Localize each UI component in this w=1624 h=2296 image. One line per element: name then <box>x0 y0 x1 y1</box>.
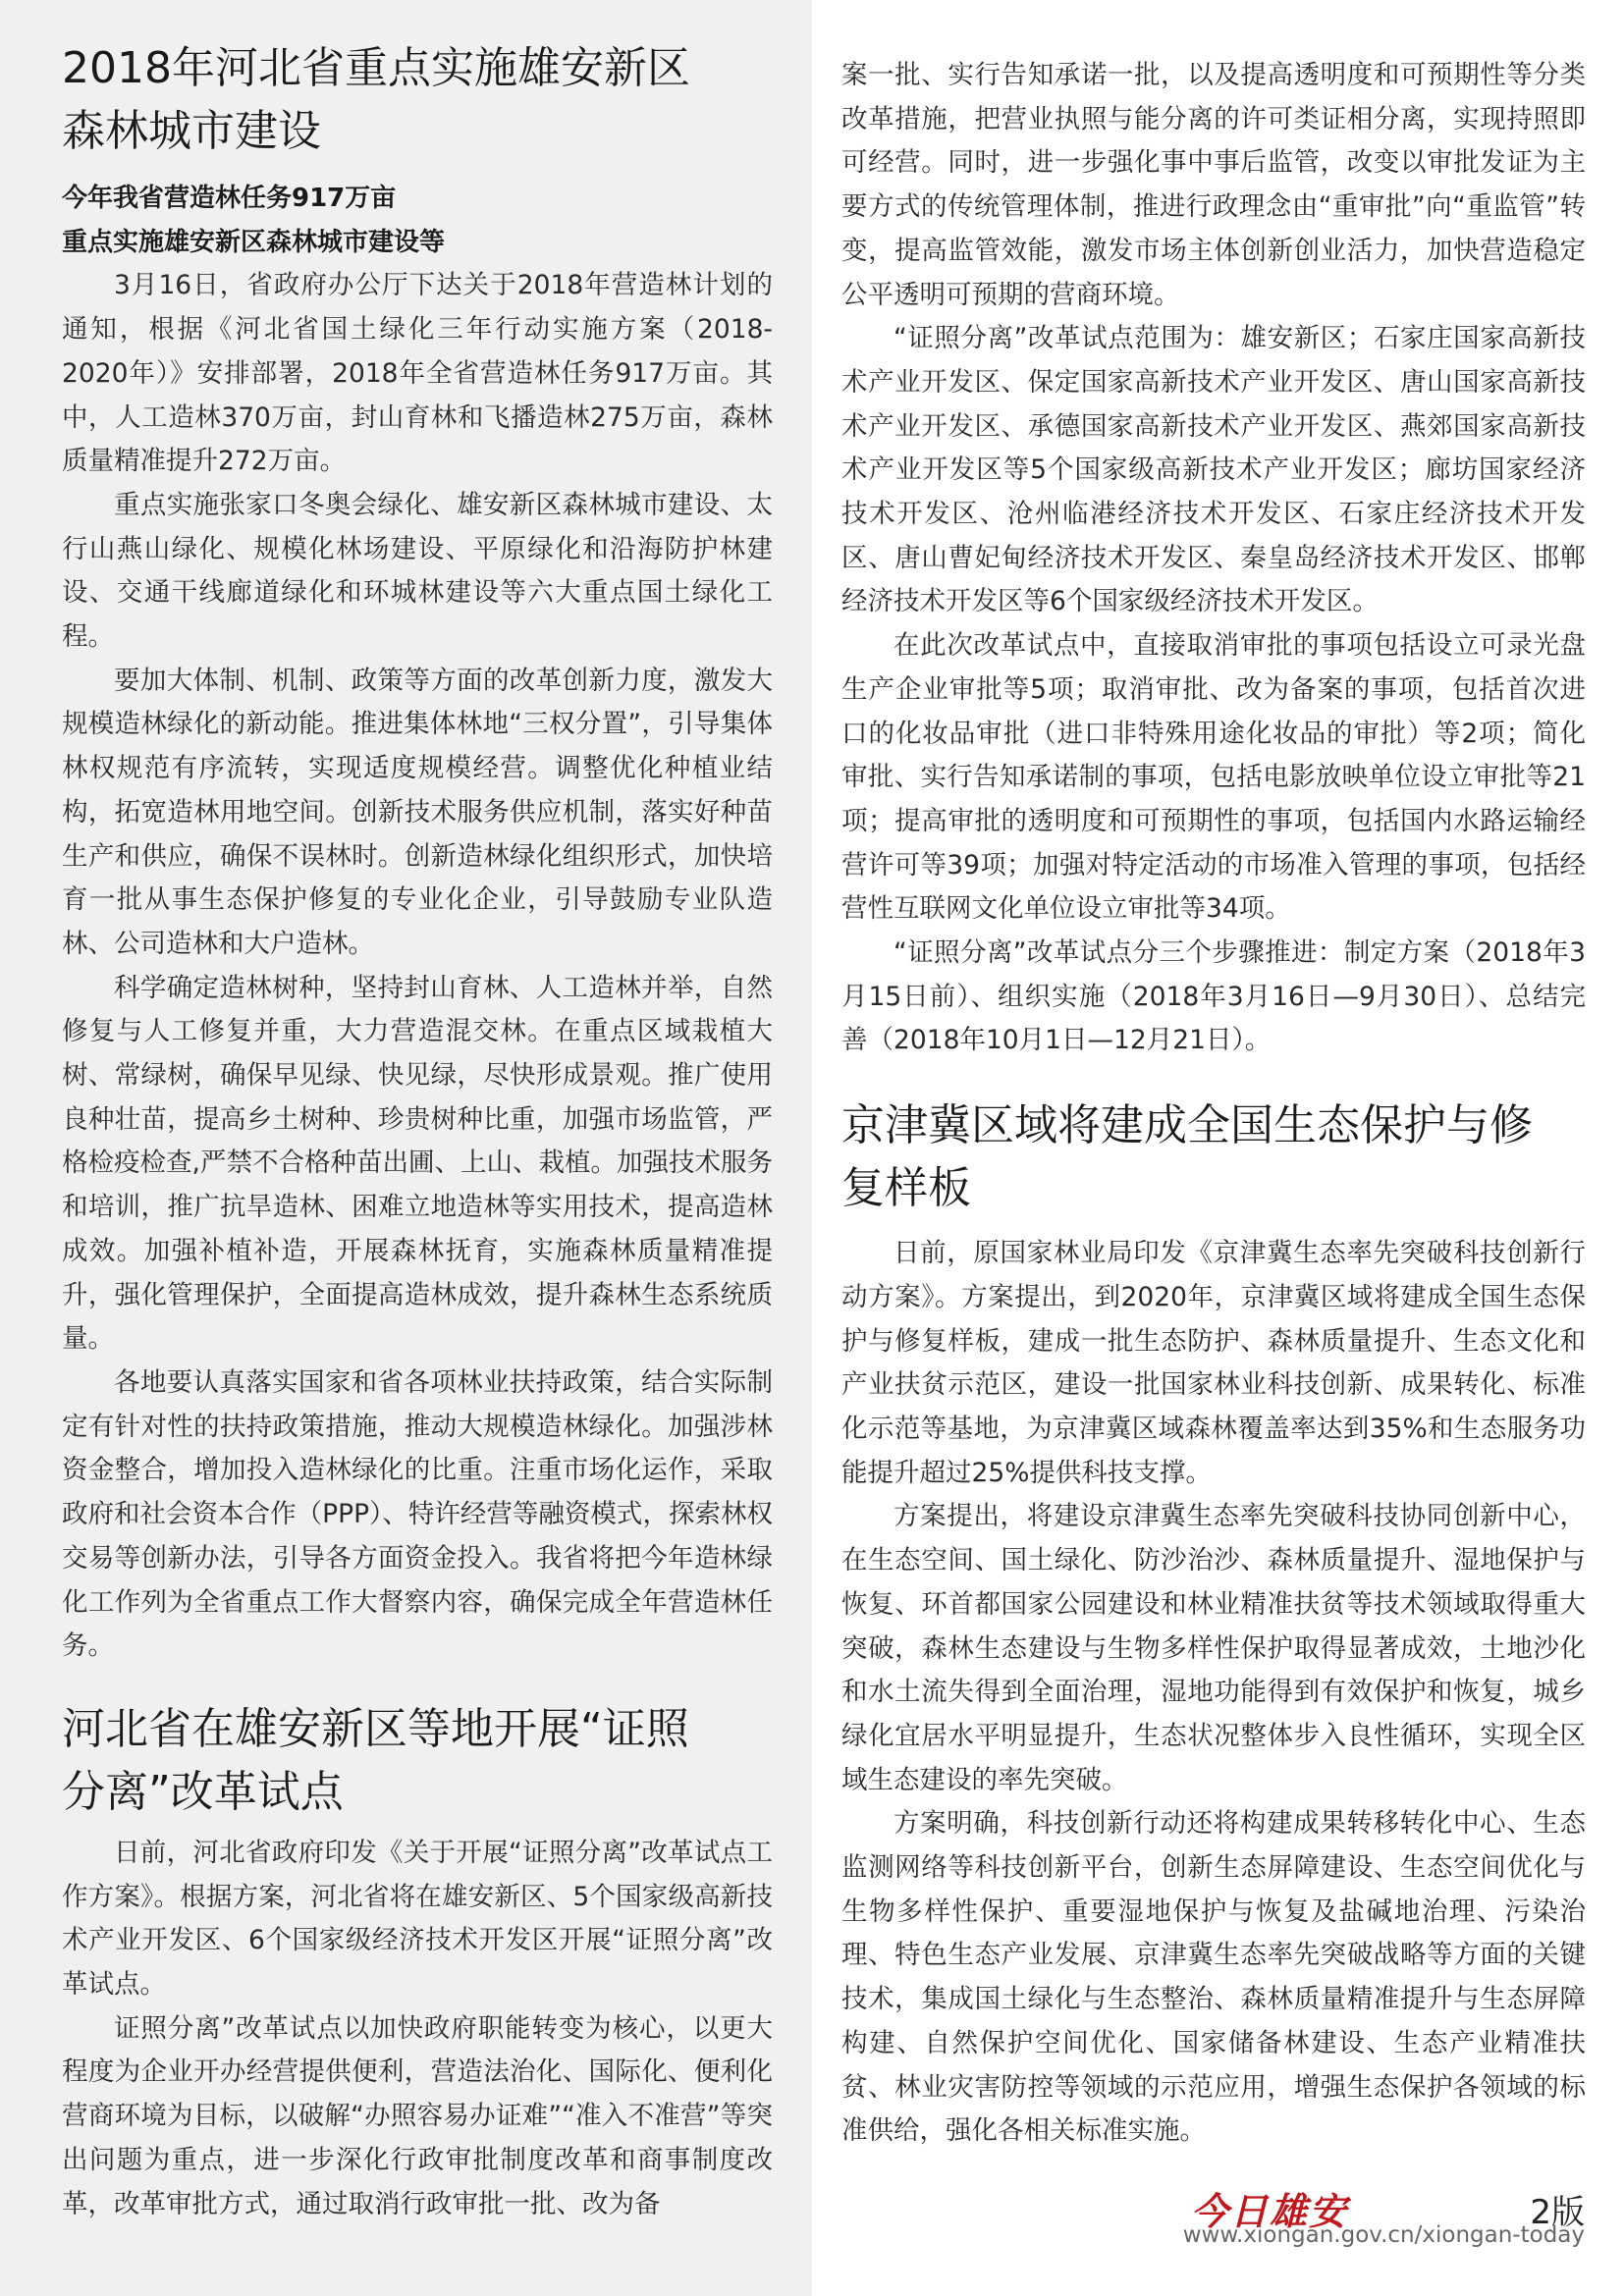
article2-title-line1: 河北省在雄安新区等地开展“证照 <box>62 1703 689 1754</box>
article3-paragraph: 日前，原国家林业局印发《京津冀生态率先突破科技创新行动方案》。方案提出，到2020年，京津冀区域将建成全国生态保护与修复样板，建成一批生态防护、森林质量提升、生态文化和产业扶贫示范区，建设一批国家林业科技创新、成果转化、标准化示范等基地，为京津冀区域森林覆盖率达到35%和生态服务功能提升超过25%提供科技支撑。 <box>841 1238 1586 1488</box>
article1-title-line2: 森林城市建设 <box>62 106 321 156</box>
right-column <box>841 0 1586 2154</box>
article2-title <box>62 1698 773 1824</box>
article3-title-line1: 京津冀区域将建成全国生态保护与修 <box>841 1100 1533 1151</box>
article3-paragraph: 方案明确，科技创新行动还将构建成果转移转化中心、生态监测网络等科技创新平台，创新生态屏障建设、生态空间优化与生物多样性保护、重要湿地保护与恢复及盐碱地治理、污染治理、特色生态产业发展、京津冀生态率先突破战略等方面的关键技术，集成国土绿化与生态整治、森林质量精准提升与生态屏障构建、自然保护空间优化、国家储备林建设、生态产业精准扶贫、林业灾害防控等领域的示范应用，增强生态保护各领域的标准供给，强化各相关标准实施。 <box>841 1808 1586 2147</box>
article3-title-line2: 复样板 <box>841 1163 971 1214</box>
article2-paragraph: 在此次改革试点中，直接取消审批的事项包括设立可录光盘生产企业审批等5项；取消审批、改为备案的事项，包括首次进口的化妆品审批（进口非特殊用途化妆品的审批）等2项；简化审批、实行告知承诺制的事项，包括电影放映单位设立审批等21项；提高审批的透明度和可预期性的事项，包括国内水路运输经营许可等39项；加强对特定活动的市场准入管理的事项，包括经营性互联网文化单位设立审批等34项。 <box>841 630 1586 925</box>
article1-paragraph: 科学确定造林树种，坚持封山育林、人工造林并举，自然修复与人工修复并重，大力营造混交林。在重点区域栽植大树、常绿树，确保早见绿、快见绿，尽快形成景观。推广使用良种壮苗，提高乡土树种、珍贵树种比重，加强市场监管，严格检疫检查,严禁不合格种苗出圃、上山、栽植。加强技术服务和培训，推广抗旱造林、困难立地造林等实用技术，提高造林成效。加强补植补造，开展森林抚育，实施森林质量精准提升，强化管理保护，全面提高造林成效，提升森林生态系统质量。 <box>62 972 773 1355</box>
newspaper-logo: 今日雄安 <box>1191 2189 1349 2233</box>
article1-title <box>62 37 773 163</box>
article1-paragraph: 要加大体制、机制、政策等方面的改革创新力度，激发大规模造林绿化的新动能。推进集体林地“三权分置”，引导集体林权规范有序流转，实现适度规模经营。调整优化种植业结构，拓宽造林用地空间。创新技术服务供应机制，落实好种苗生产和供应，确保不误林时。创新造林绿化组织形式，加快培育一批从事生态保护修复的专业化企业，引导鼓励专业队造林、公司造林和大户造林。 <box>62 665 773 959</box>
page-number: 2版 <box>1530 2193 1585 2232</box>
article1-subtitle-line2: 重点实施雄安新区森林城市建设等 <box>62 227 446 257</box>
article2-paragraph: 日前，河北省政府印发《关于开展“证照分离”改革试点工作方案》。根据方案，河北省将在雄安新区、5个国家级高新技术产业开发区、6个国家级经济技术开发区开展“证照分离”改革试点。 <box>62 1837 773 2001</box>
article3-paragraph: 方案提出，将建设京津冀生态率先突破科技协同创新中心，在生态空间、国土绿化、防沙治沙、森林质量提升、湿地保护与恢复、环首都国家公园建设和林业精准扶贫等技术领域取得重大突破，森林生态建设与生物多样性保护取得显著成效，土地沙化和水土流失得到全面治理，湿地功能得到有效保护和恢复，城乡绿化宜居水平明显提升，生态状况整体步入良性循环，实现全区域生态建设的率先突破。 <box>841 1501 1586 1795</box>
article2-title-line2: 分离”改革试点 <box>62 1766 344 1817</box>
article2-paragraph: “证照分离”改革试点分三个步骤推进：制定方案（2018年3月15日前）、组织实施（2018年3月16日—9月30日）、总结完善（2018年10月1日—12月21日）。 <box>841 937 1586 1056</box>
left-column <box>62 0 773 2226</box>
article3-title <box>841 1095 1586 1220</box>
website-url: www.xiongan.gov.cn/xiongan-today <box>1182 2222 1585 2248</box>
article2-paragraph: 证照分离”改革试点以加快政府职能转变为核心，以更大程度为企业开办经营提供便利，营造法治化、国际化、便利化营商环境为目标，以破解“办照容易办证难”“准入不准营”等突出问题为重点，进一步深化行政审批制度改革和商事制度改革，改革审批方式，通过取消行政审批一批、改为备 <box>62 2012 773 2219</box>
article1-paragraph: 各地要认真落实国家和省各项林业扶持政策，结合实际制定有针对性的扶持政策措施，推动大规模造林绿化。加强涉林资金整合，增加投入造林绿化的比重。注重市场化运作，采取政府和社会资本合作（PPP）、特许经营等融资模式，探索林权交易等创新办法，引导各方面资金投入。我省将把今年造林绿化工作列为全省重点工作大督察内容，确保完成全年营造林任务。 <box>62 1366 773 1662</box>
article1-subtitle-line1: 今年我省营造林任务917万亩 <box>62 184 397 213</box>
article1-paragraph: 3月16日，省政府办公厅下达关于2018年营造林计划的通知，根据《河北省国土绿化三年行动实施方案（2018-2020年）》安排部署，2018年全省营造林任务917万亩。其中，人工造林370万亩，封山育林和飞播造林275万亩，森林质量精准提升272万亩。 <box>62 270 773 477</box>
article1-paragraph: 重点实施张家口冬奥会绿化、雄安新区森林城市建设、太行山燕山绿化、规模化林场建设、平原绿化和沿海防护林建设、交通干线廊道绿化和环城林建设等六大重点国土绿化工程。 <box>62 489 773 653</box>
article1-title-line1: 2018年河北省重点实施雄安新区 <box>62 43 690 93</box>
article2-continuation: 案一批、实行告知承诺一批，以及提高透明度和可预期性等分类改革措施，把营业执照与能分离的许可类证相分离，实现持照即可经营。同时，进一步强化事中事后监管，改变以审批发证为主要方式的传统管理体制，推进行政理念由“重审批”向“重监管”转变，提高监管效能，激发市场主体创新创业活力，加快营造稳定公平透明可预期的营商环境。 <box>841 60 1586 310</box>
article2-paragraph: “证照分离”改革试点范围为：雄安新区；石家庄国家高新技术产业开发区、保定国家高新技术产业开发区、唐山国家高新技术产业开发区、承德国家高新技术产业开发区、燕郊国家高新技术产业开发区等5个国家级高新技术产业开发区；廊坊国家经济技术开发区、沧州临港经济技术开发区、石家庄经济技术开发区、唐山曹妃甸经济技术开发区、秦皇岛经济技术开发区、邯郸经济技术开发区等6个国家级经济技术开发区。 <box>841 323 1586 617</box>
